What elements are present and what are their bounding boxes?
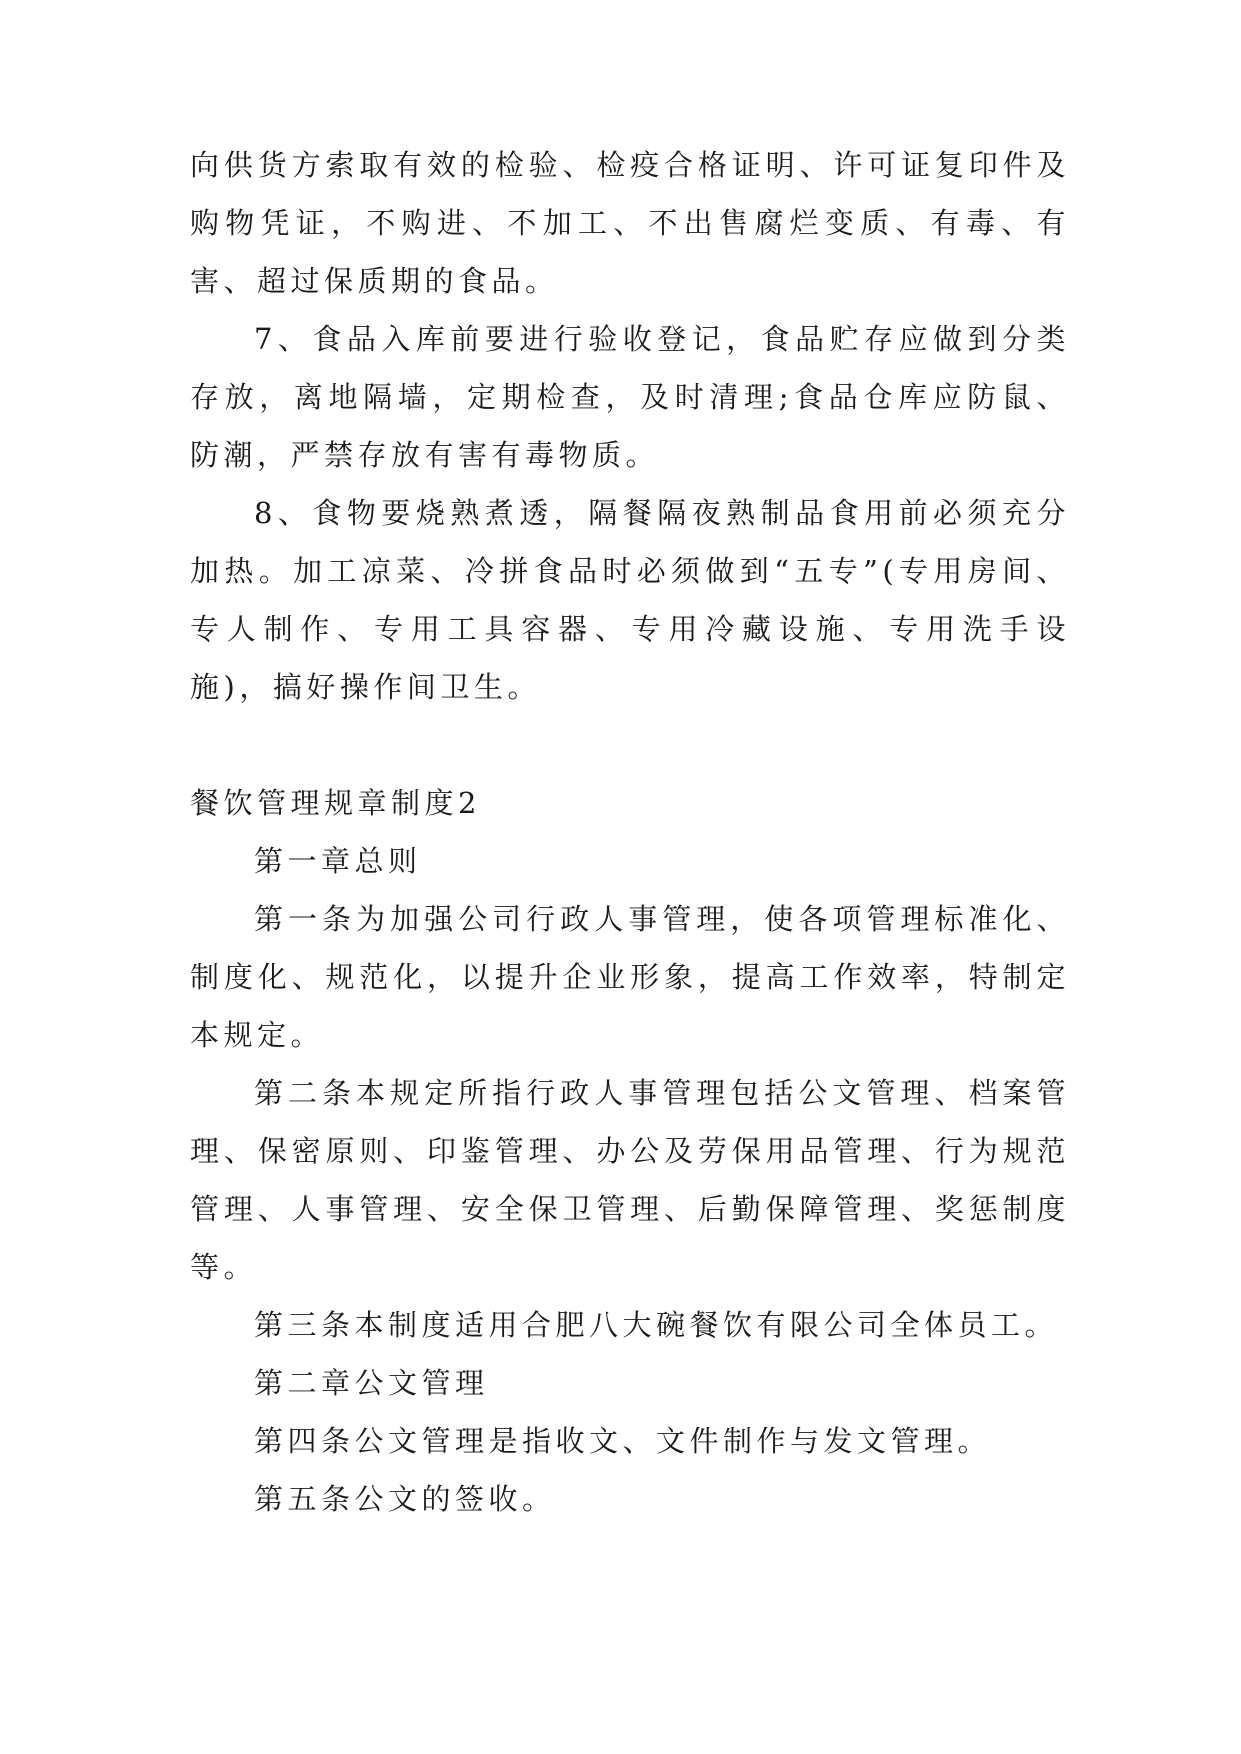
article-2: 第二条本规定所指行政人事管理包括公文管理、档案管理、保密原则、印鉴管理、办公及劳保用品管理、行为规范管理、人事管理、安全保卫管理、后勤保障管理、奖惩制度等。 [190, 1076, 1070, 1284]
chapter-2-title: 第二章公文管理 [254, 1366, 489, 1400]
chapter-1-title: 第一章总则 [254, 844, 422, 878]
paragraph-item-8-cooking: 8、食物要烧熟煮透，隔餐隔夜熟制品食用前必须充分加热。加工凉菜、冷拼食品时必须做到“五专”(专用房间、专人制作、专用工具容器、专用冷藏设施、专用洗手设施)，搞好操作间卫生。 [190, 496, 1070, 704]
paragraph-item-7-storage: 7、食品入库前要进行验收登记，食品贮存应做到分类存放，离地隔墙，定期检查，及时清理;食品仓库应防鼠、防潮，严禁存放有害有毒物质。 [190, 322, 1070, 472]
article-5: 第五条公文的签收。 [254, 1482, 556, 1516]
article-1: 第一条为加强公司行政人事管理，使各项管理标准化、制度化、规范化，以提升企业形象，提高工作效率，特制定本规定。 [190, 902, 1070, 1052]
section-title: 餐饮管理规章制度2 [190, 786, 481, 820]
spacer [190, 716, 1070, 774]
article-4: 第四条公文管理是指收文、文件制作与发文管理。 [254, 1424, 992, 1458]
paragraph-supplier-certificates: 向供货方索取有效的检验、检疫合格证明、许可证复印件及购物凭证，不购进、不加工、不出售腐烂变质、有毒、有害、超过保质期的食品。 [190, 148, 1070, 298]
article-3: 第三条本制度适用合肥八大碗餐饮有限公司全体员工。 [254, 1308, 1059, 1342]
document-body [190, 136, 1070, 1528]
